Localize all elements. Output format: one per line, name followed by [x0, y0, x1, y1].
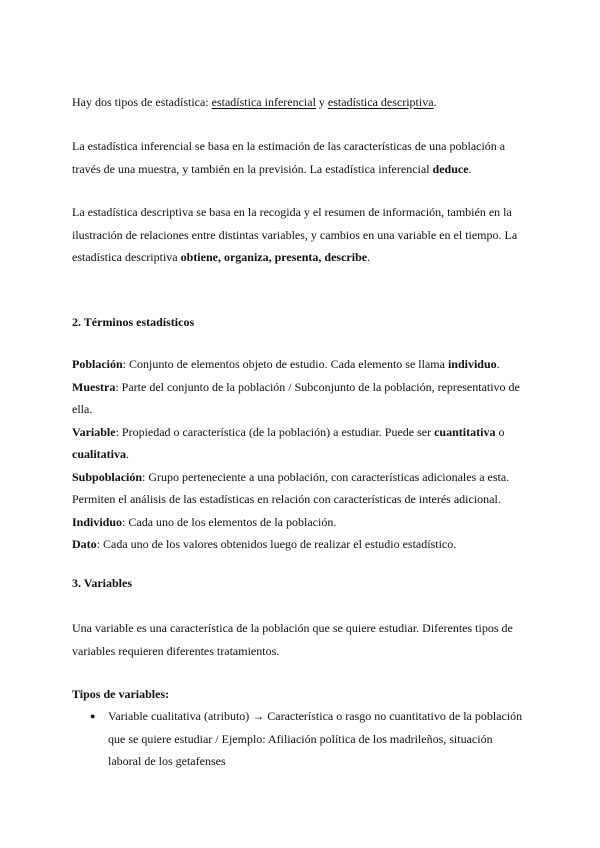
term-bold: individuo	[447, 357, 497, 371]
term-poblacion	[72, 353, 527, 376]
term-end: .	[496, 357, 500, 371]
term-bold: cuantitativa	[434, 424, 496, 439]
term-individuo	[72, 511, 527, 534]
inferencial-text: La estadística inferencial se basa en la estimación de las características de una población a través de una muestra, y también en la previsión. La estadística inferencial	[72, 139, 506, 176]
descriptiva-end: .	[367, 250, 371, 264]
tipos-list	[72, 705, 527, 773]
link-estadistica-inferencial: estadística inferencial	[211, 95, 316, 109]
list-item-text: Variable cualitativa (atributo) → Característica o rasgo no cuantitativo de la población que se quiere estudiar / Ejemplo: Afiliación política de los madrileños, situación laboral de los getafenses	[108, 709, 523, 768]
term-label: Subpoblación	[72, 469, 143, 484]
term-definition: : Cada uno de los elementos de la población.	[122, 514, 337, 529]
term-dato	[72, 533, 527, 556]
descriptiva-text: La estadística descriptiva se basa en la recogida y el resumen de información, también en la ilustración de relaciones entre distintas variables, y cambios en una variable en el tiempo. La estadística descriptiva	[72, 205, 518, 264]
term-subpoblacion	[72, 466, 527, 511]
tipos-subheading: Tipos de variables:	[72, 687, 170, 701]
descriptiva-bold: obtiene, organiza, presenta, describe	[180, 250, 368, 264]
term-definition: : Cada uno de los valores obtenidos luego de realizar el estudio estadístico.	[96, 537, 457, 551]
term-label: Individuo	[72, 514, 123, 529]
term-label: Muestra	[72, 379, 116, 394]
term-label: Dato	[72, 537, 97, 551]
section-3-heading: 3. Variables	[72, 576, 133, 590]
bullet-icon: ●	[90, 711, 96, 721]
term-bold-2: cualitativa	[72, 447, 126, 461]
term-definition: : Conjunto de elementos objeto de estudio. Cada elemento se llama	[122, 357, 448, 371]
term-muestra	[72, 376, 527, 421]
terms-list	[72, 353, 527, 556]
intro-paragraph	[72, 91, 527, 114]
list-item	[72, 705, 527, 773]
descriptiva-paragraph	[72, 201, 527, 269]
inferencial-paragraph	[72, 135, 527, 180]
intro-connector: y	[315, 95, 328, 109]
term-variable	[72, 421, 527, 466]
term-label: Variable	[72, 424, 116, 439]
section-2-heading: 2. Términos estadísticos	[72, 315, 195, 329]
term-definition: : Parte del conjunto de la población / Subconjunto de la población, representativo de ella.	[72, 379, 520, 416]
intro-text: Hay dos tipos de estadística:	[72, 95, 212, 109]
intro-suffix: .	[433, 95, 437, 109]
inferencial-bold: deduce	[432, 161, 469, 176]
inferencial-end: .	[468, 161, 472, 176]
link-estadistica-descriptiva: estadística descriptiva	[327, 95, 434, 109]
term-definition: : Grupo perteneciente a una población, con características adicionales a esta. Permiten el análisis de las estadísticas en relación con características de interés adicional.	[72, 469, 510, 506]
variables-paragraph: Una variable es una característica de la población que se quiere estudiar. Diferentes tipos de variables requieren diferentes tratamientos.	[72, 621, 513, 658]
term-mid: o	[495, 424, 505, 439]
term-definition: : Propiedad o característica (de la población) a estudiar. Puede ser	[115, 424, 435, 439]
term-label: Población	[72, 357, 123, 371]
term-end: .	[126, 447, 129, 461]
